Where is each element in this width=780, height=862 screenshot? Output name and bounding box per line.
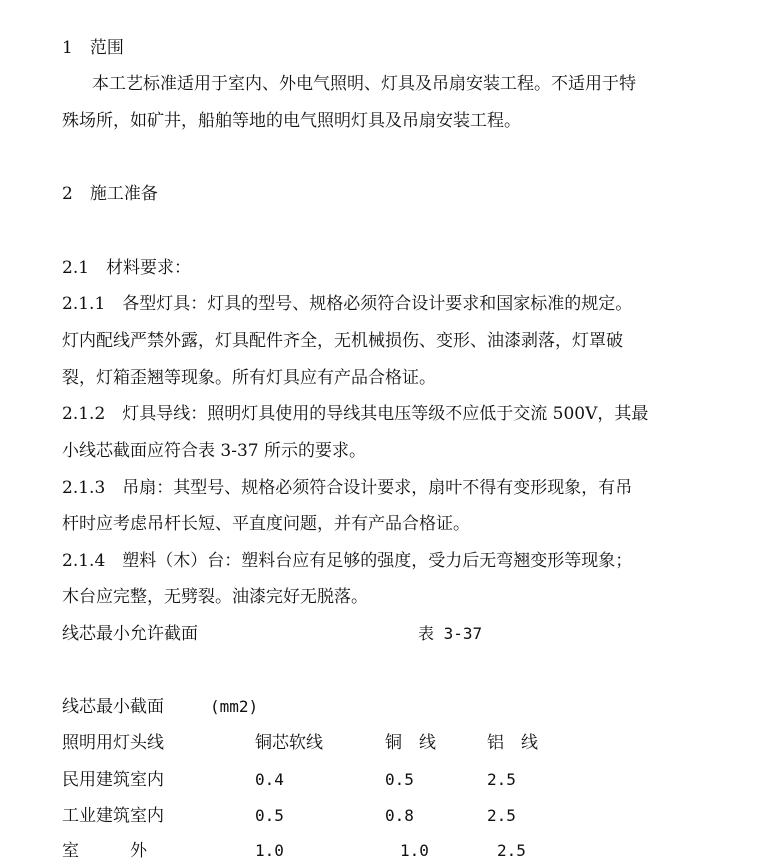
table-col-header: 照明用灯头线 — [62, 733, 164, 753]
section-2-1-1-line-2: 灯内配线严禁外露，灯具配件齐全，无机械损伤、变形、油漆剥落，灯罩破 — [62, 331, 623, 351]
section-2-heading: 2 施工准备 — [62, 184, 158, 204]
section-2-1-2-line-1: 2.1.2 灯具导线：照明灯具使用的导线其电压等级不应低于交流 500V，其最 — [62, 404, 649, 424]
section-2-1-2-line-2: 小线芯截面应符合表 3-37 所示的要求。 — [62, 441, 366, 461]
section-2-1-1-line-1: 2.1.1 各型灯具：灯具的型号、规格必须符合设计要求和国家标准的规定。 — [62, 294, 633, 314]
section-2-1-4-line-1: 2.1.4 塑料（木）台：塑料台应有足够的强度，受力后无弯翘变形等现象； — [62, 551, 633, 571]
table-cell: 2.5 — [497, 841, 526, 860]
section-1-heading: 1 范围 — [62, 38, 124, 58]
section-1-paragraph-line-2: 殊场所，如矿井，船舶等地的电气照明灯具及吊扇安装工程。 — [62, 111, 521, 131]
table-cell-name: 工业建筑室内 — [62, 806, 164, 826]
table-cell: 0.5 — [255, 806, 284, 825]
table-cell: 2.5 — [487, 806, 516, 825]
table-caption: 线芯最小允许截面 — [62, 624, 198, 644]
table-cell: 2.5 — [487, 770, 516, 789]
table-number: 表 3-37 — [418, 624, 483, 643]
table-cell: 1.0 — [255, 841, 284, 860]
table-col-header: 铜 线 — [385, 733, 436, 753]
table-col-header: 铝 线 — [487, 733, 538, 753]
table-cell: 0.5 — [385, 770, 414, 789]
table-header-unit: (mm2) — [210, 697, 259, 716]
section-1-paragraph-line-1: 本工艺标准适用于室内、外电气照明、灯具及吊扇安装工程。不适用于特 — [92, 74, 636, 94]
table-col-header: 铜芯软线 — [255, 733, 323, 753]
table-cell: 1.0 — [400, 841, 429, 860]
section-2-1-4-line-2: 木台应完整，无劈裂。油漆完好无脱落。 — [62, 587, 368, 607]
section-2-1-3-line-1: 2.1.3 吊扇：其型号、规格必须符合设计要求，扇叶不得有变形现象，有吊 — [62, 478, 633, 498]
table-cell: 0.4 — [255, 770, 284, 789]
section-2-1-3-line-2: 杆时应考虑吊杆长短、平直度问题，并有产品合格证。 — [62, 514, 470, 534]
section-2-1-1-line-3: 裂，灯箱歪翘等现象。所有灯具应有产品合格证。 — [62, 368, 436, 388]
table-cell-name: 民用建筑室内 — [62, 770, 164, 790]
table-header-label: 线芯最小截面 — [62, 697, 164, 717]
table-cell: 0.8 — [385, 806, 414, 825]
section-2-1-heading: 2.1 材料要求： — [62, 258, 192, 278]
table-cell-name: 室 外 — [62, 841, 147, 861]
